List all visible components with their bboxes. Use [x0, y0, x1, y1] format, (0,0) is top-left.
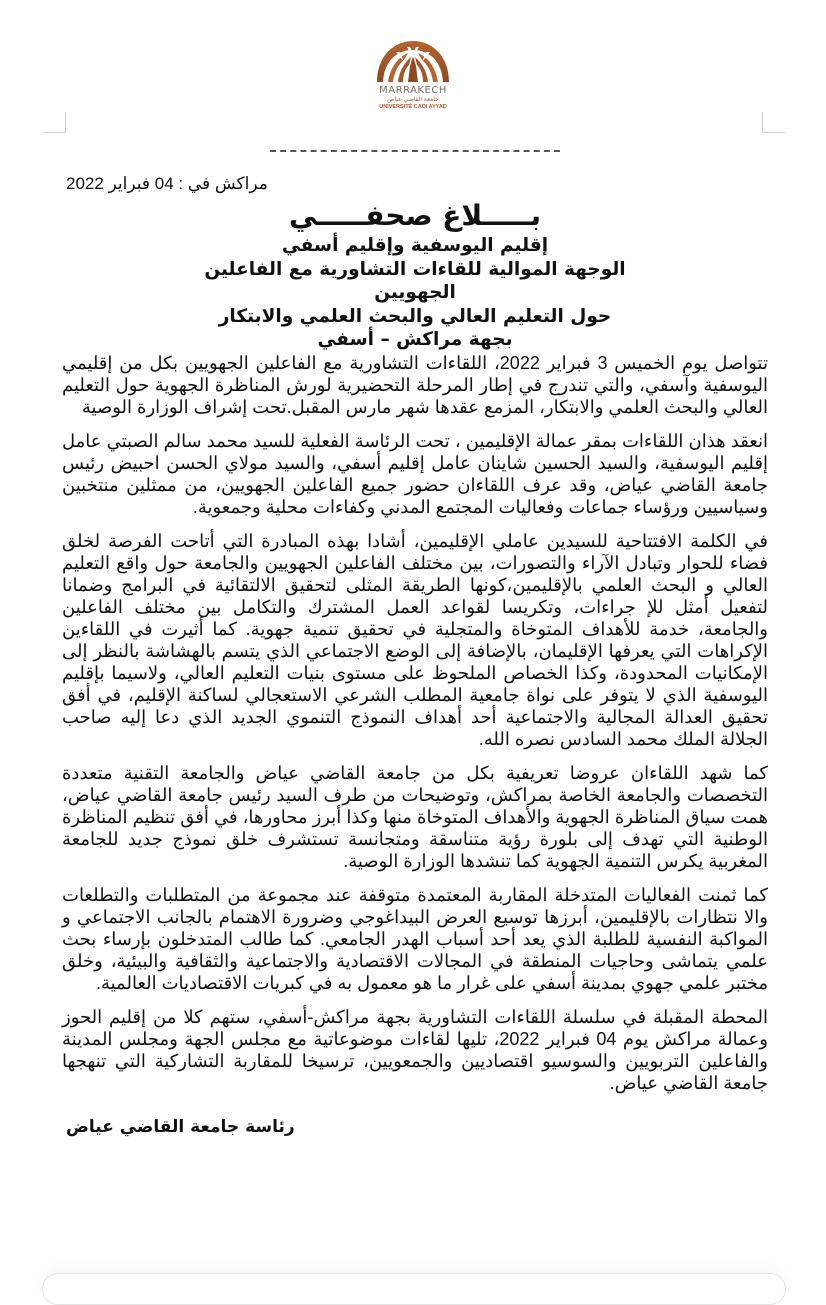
university-logo: [353, 38, 473, 130]
signature-text: رئاسة جامعة القاضي عياض: [66, 1117, 295, 1137]
subtitle-line: الوجهة الموالية للقاءات التشاورية مع الفاعلين الجهويين: [204, 258, 626, 303]
dashed-separator: [270, 150, 560, 152]
logo-wordmark: MARRAKECH: [379, 85, 447, 96]
paragraph: كما شهد اللقاءان عروضا تعريفية بكل من جامعة القاضي عياض والجامعة التقنية متعددة التخصصات والجامعة الخاصة بمراكش، وتوضيحات من طرف السيد رئيس جامعة القاضي عياض، همت سياق المناظرة الجهوية والأهداف المتوخاة منها وكذا أبرز محاورها، في أفق تنظيم المناظرة الوطنية التي تهدف إلى بلورة رؤية متناسقة ومتجانسة تستشرف خلق نموذج جديد للجامعة المغربية يكرس التنمية الجهوية كما تنشدها الوزارة الوصية.: [62, 763, 769, 871]
subtitle-line: إقليم اليوسفية وإقليم أسفي: [281, 235, 549, 256]
paragraph: المحطة المقبلة في سلسلة اللقاءات التشاورية بجهة مراكش-أسفي، ستهم كلا من إقليم الحوز وعمالة مراكش يوم 04 فبراير 2022، تليها لقاءات موضوعاتية مع مجلس الجهة ومجلس المدينة والفاعلين التربويين والسوسيو اقتصاديين والجمعويين، ترسيخا للمقاربة التشاركية التي تنهجها جامعة القاضي عياض.: [62, 1007, 768, 1093]
paragraph: انعقد هذان اللقاءات بمقر عمالة الإقليمين ، تحت الرئاسة الفعلية للسيد محمد سالم الصبتي عامل إقليم اليوسفية، والسيد الحسين شاينان عامل إقليم أسفي، والسيد مولاي الحسن احبيض رئيس جامعة القاضي عياض، وقد عرف اللقاءان حضور جميع الفاعلين الجهويين، من ممثلين منتخبين وسياسيين ورؤساء جماعات وفعاليات المجتمع المدني وكفاءات محلية وجمعوية.: [62, 431, 768, 517]
paragraph: في الكلمة الافتتاحية للسيدين عاملي الإقليمين، أشادا بهذه المبادرة التي أتاحت الفرصة لخلق فضاء للحوار وتبادل الآراء والتصورات، بين مختلف الفاعلين الجهويين والجامعة حول واقع التعليم العالي و البحث العلمي بالإقليمين،كونها الطريقة المثلى لتحقيق الالتقائية في البرامج وضمانا لتفعيل أمثل للإ جراءات، وتكريسا لقواعد العمل المشترك والتكامل بين مختلف الفاعلين والجامعة، خدمة للأهداف المتوخاة والمتجلية في تحقيق تنمية جهوية. كما أثيرت في اللقاءين الإكراهات التي يعرفها الإقليمان، بالإضافة إلى الوضع الاجتماعي الذي يتسم بالهشاشة بالنظر إلى الإمكانيات المحدودة، وكذا الخصاص الملحوظ على مستوى بنيات التعليم العالي، ولاسيما بإقليم اليوسفية الذي لا يتوفر على نواة جامعية المطلب الشرعي الاستعجالي لساكنة الإقليم، في أفق تحقيق العدالة المجالية والاجتماعية أحد أهداف النموذج التنموي الجديد الذي دعا إليه صاحب الجلالة الملك محمد السادس نصره الله.: [62, 531, 768, 749]
subtitle-line: حول التعليم العالي والبحث العلمي والابتكار: [218, 305, 612, 327]
paragraph: تتواصل يوم الخميس 3 فبراير 2022، اللقاءات التشاورية مع الفاعلين الجهويين بكل من إقليمي اليوسفية وآسفي، والتي تندرج في إطار المرحلة التحضيرية لورش المناظرة الجهوية حول التعليم العالي والبحث العلمي والابتكار، المزمع عقدها شهر مارس المقبل.تحت إشراف الوزارة الوصية: [62, 353, 768, 417]
signature: [66, 1117, 826, 1137]
crop-mark-right: [762, 112, 785, 133]
page-title: بـــــلاغ صحفـــــي: [288, 199, 542, 232]
paragraph: كما ثمنت الفعاليات المتدخلة المقاربة المعتمدة متوقفة عند مجموعة من المتطلبات والتطلعات والا نتظارات بالإقليمين، أبرزها توسيع العرض البيداغوجي وضرورة الاهتمام بالجانب الاجتماعي و المواكبة النفسية للطلبة الذي يعد أحد أسباب الهدر الجامعي. كما طالب المتدخلون بإرساء بحث علمي يتماشى وحاجيات المنطقة في المجالات الاقتصادية والاجتماعية والثقافية والبيئية، وخلق مختبر علمي جهوي بمدينة أسفي على غرار ما هو معمول به في كبريات الاقتصاديات العالمية.: [62, 885, 768, 993]
logo-french-name: UNIVERSITÉ CADI AYYAD: [379, 104, 447, 110]
crop-mark-left: [43, 112, 66, 133]
title-block: [180, 198, 650, 352]
body-text: [62, 352, 768, 1106]
document-date: مراكش في : 04 فبراير 2022: [66, 174, 268, 193]
palm-emblem-icon: [374, 38, 452, 84]
bottom-overlay-bar: [42, 1273, 786, 1305]
logo-arabic-name: جامعة القاضي عياض: [387, 96, 439, 103]
subtitle-line: بجهة مراكش – أسفي: [317, 329, 513, 350]
